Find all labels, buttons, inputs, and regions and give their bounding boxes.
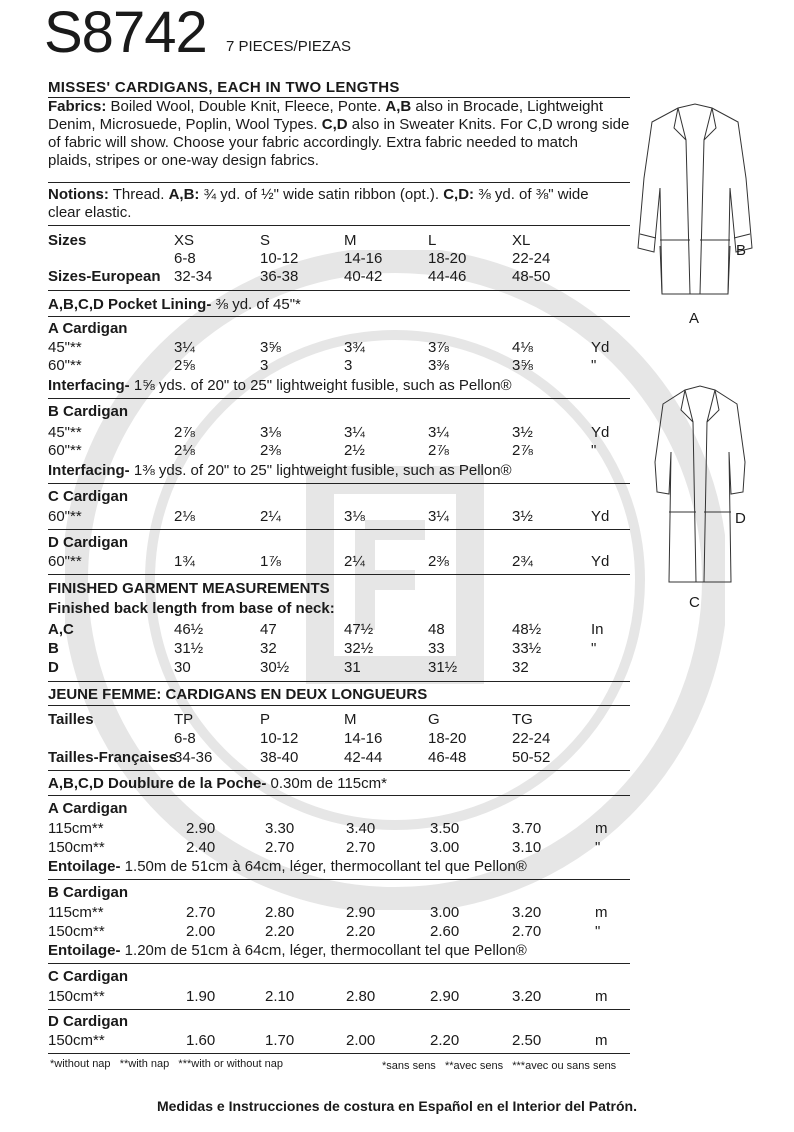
sizes-row: Sizes XS S M L XL <box>48 232 531 249</box>
d-cardigan-title: D Cardigan <box>48 534 129 551</box>
view-label-b: B <box>736 242 747 259</box>
b-entoilage-row: Entoilage- 1.20m de 51cm à 64cm, léger, thermocollant tel que Pellon® <box>48 942 527 959</box>
cardigan-a-b-illustration <box>630 98 760 328</box>
notions-line-1: Notions: Thread. A,B: ¾ yd. of ½" wide satin ribbon (opt.). C,D: ⅜ yd. of ⅜" wide <box>48 186 589 203</box>
finished-row-d: D 30 30½ 31 31½ 32 <box>48 659 529 676</box>
footnote-english: *without nap **with nap ***with or without nap <box>50 1058 283 1070</box>
a-interfacing-row: Interfacing- 1⅝ yds. of 20" to 25" lightweight fusible, such as Pellon® <box>48 377 512 394</box>
a-entoilage-row: Entoilage- 1.50m de 51cm à 64cm, léger, thermocollant tel que Pellon® <box>48 858 527 875</box>
c-cardigan-title: C Cardigan <box>48 488 129 505</box>
spanish-note: Medidas e Instrucciones de costura en Español en el Interior del Patrón. <box>156 1098 637 1114</box>
d-metric-title: D Cardigan <box>48 1013 129 1030</box>
finished-subtitle: Finished back length from base of neck: <box>48 600 335 617</box>
pocket-lining-row: A,B,C,D Pocket Lining- ⅜ yd. of 45"* <box>48 296 301 313</box>
c-metric-title: C Cardigan <box>48 968 129 985</box>
fabrics-line-1: Fabrics: Boiled Wool, Double Knit, Fleece, Ponte. A,B also in Brocade, Lightweight <box>48 98 604 115</box>
size-ranges-row: 6-8 10-12 14-16 18-20 22-24 <box>174 250 551 267</box>
piece-count: 7 PIECES/PIEZAS <box>226 38 352 55</box>
b-60-row: 60"** 2⅛ 2⅜ 2½ 2⅞ 2⅞ " <box>48 442 597 459</box>
finished-row-ac: A,C 46½ 47 47½ 48 48½ In <box>48 621 604 638</box>
section-title: MISSES' CARDIGANS, EACH IN TWO LENGTHS <box>48 79 400 96</box>
tailles-row: Tailles TP P M G TG <box>48 711 533 728</box>
fabrics-line-4: plaids, stripes or one-way design fabrics. <box>48 152 319 169</box>
a-metric-title: A Cardigan <box>48 800 128 817</box>
footnote-french: *sans sens **avec sens ***avec ou sans sens <box>382 1060 617 1072</box>
doublure-row: A,B,C,D Doublure de la Poche- 0.30m de 115cm* <box>48 775 387 792</box>
c-150-row: 150cm** 1.90 2.10 2.80 2.90 3.20 m <box>48 988 608 1005</box>
notions-line-2: clear elastic. <box>48 204 132 221</box>
cardigan-c-d-illustration <box>645 382 755 597</box>
tailles-ranges-row: 6-8 10-12 14-16 18-20 22-24 <box>174 730 551 747</box>
view-label-d: D <box>735 510 746 527</box>
c-60-row: 60"** 2⅛ 2¼ 3⅛ 3¼ 3½ Yd <box>48 508 610 525</box>
sizes-european-row: Sizes-European 32-34 36-38 40-42 44-46 48-50 <box>48 268 551 285</box>
b-150-row: 150cm** 2.00 2.20 2.20 2.60 2.70 " <box>48 923 601 940</box>
fabrics-line-3: of fabric will show. Choose your fabric accordingly. Extra fabric needed to match <box>48 134 578 151</box>
b-45-row: 45"** 2⅞ 3⅛ 3¼ 3¼ 3½ Yd <box>48 424 610 441</box>
d-150-row: 150cm** 1.60 1.70 2.00 2.20 2.50 m <box>48 1032 608 1049</box>
fabrics-notions-block <box>48 98 630 170</box>
a-cardigan-title: A Cardigan <box>48 320 128 337</box>
a-150-row: 150cm** 2.40 2.70 2.70 3.00 3.10 " <box>48 839 601 856</box>
a-60-row: 60"** 2⅝ 3 3 3⅜ 3⅝ " <box>48 357 597 374</box>
b-115-row: 115cm** 2.70 2.80 2.90 3.00 3.20 m <box>48 904 608 921</box>
b-cardigan-title: B Cardigan <box>48 403 129 420</box>
tailles-fr-row: Tailles-Françaises 34-36 38-40 42-44 46-48 50-52 <box>48 749 551 766</box>
finished-title: FINISHED GARMENT MEASUREMENTS <box>48 580 330 597</box>
b-metric-title: B Cardigan <box>48 884 129 901</box>
fabrics-line-2: Denim, Microsuede, Poplin, Wool Types. C,D also in Sweater Knits. For C,D wrong side <box>48 116 630 133</box>
french-title: JEUNE FEMME: CARDIGANS EN DEUX LONGUEURS <box>48 686 428 703</box>
finished-row-b: B 31½ 32 32½ 33 33½ " <box>48 640 597 657</box>
b-interfacing-row: Interfacing- 1⅜ yds. of 20" to 25" lightweight fusible, such as Pellon® <box>48 462 512 479</box>
pattern-number: S8742 <box>44 0 207 65</box>
notions-block <box>48 186 630 222</box>
view-label-c: C <box>689 594 700 611</box>
d-60-row: 60"** 1¾ 1⅞ 2¼ 2⅜ 2¾ Yd <box>48 553 610 570</box>
a-45-row: 45"** 3¼ 3⅝ 3¾ 3⅞ 4⅛ Yd <box>48 339 610 356</box>
view-label-a: A <box>689 310 700 327</box>
a-115-row: 115cm** 2.90 3.30 3.40 3.50 3.70 m <box>48 820 608 837</box>
